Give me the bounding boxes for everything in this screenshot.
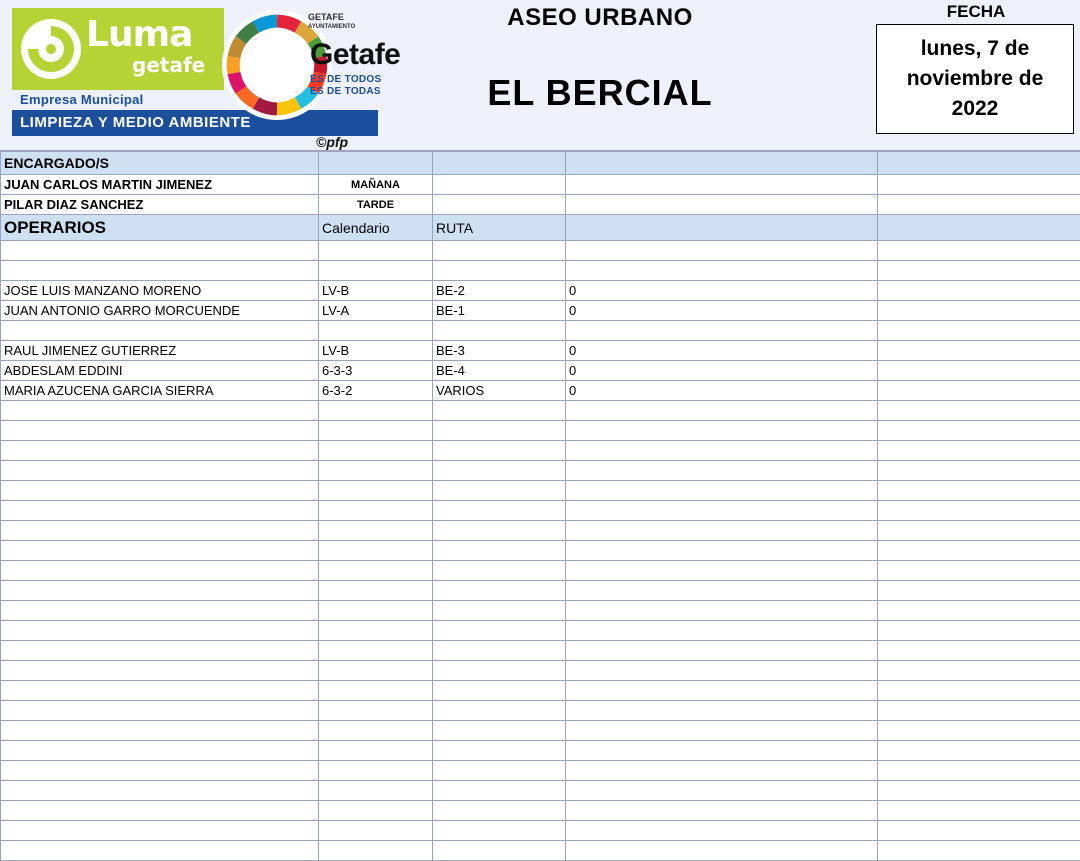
worker-ruta: BE-2 xyxy=(433,281,566,301)
table-row xyxy=(1,175,1080,195)
empty-cell xyxy=(566,701,878,721)
table-row xyxy=(1,461,1080,481)
worker-name: MARIA AZUCENA GARCIA SIERRA xyxy=(1,381,319,401)
empty-cell xyxy=(566,541,878,561)
empty-cell xyxy=(433,681,566,701)
empty-cell xyxy=(878,781,1080,801)
empty-cell xyxy=(566,401,878,421)
worker-ruta xyxy=(433,261,566,281)
getafe-shield-line1: GETAFE xyxy=(308,12,388,22)
empty-cell xyxy=(878,761,1080,781)
empty-cell xyxy=(433,421,566,441)
worker-name xyxy=(1,241,319,261)
empty-cell xyxy=(433,481,566,501)
empty-cell xyxy=(433,581,566,601)
empty-cell xyxy=(566,761,878,781)
empty-cell xyxy=(566,441,878,461)
worker-col4 xyxy=(878,321,1080,341)
worker-col4 xyxy=(878,241,1080,261)
worker-calendario: LV-B xyxy=(319,341,433,361)
table-row xyxy=(1,521,1080,541)
empty-cell xyxy=(433,701,566,721)
empty-cell xyxy=(1,601,319,621)
encargados-col4 xyxy=(878,152,1080,175)
empty-cell xyxy=(878,421,1080,441)
empty-cell xyxy=(319,481,433,501)
table-row xyxy=(1,801,1080,821)
supervisor-col2 xyxy=(433,175,566,195)
empty-cell xyxy=(566,681,878,701)
empty-cell xyxy=(566,421,878,441)
empty-cell xyxy=(1,741,319,761)
empty-cell xyxy=(319,841,433,861)
table-row xyxy=(1,501,1080,521)
empresa-municipal-label: Empresa Municipal xyxy=(20,92,144,107)
sdg-slogan-line1: ES DE TODOS xyxy=(310,74,381,86)
table-row xyxy=(1,341,1080,361)
table-body xyxy=(1,152,1080,401)
empty-cell xyxy=(566,521,878,541)
encargados-col2 xyxy=(433,152,566,175)
empty-cell xyxy=(878,561,1080,581)
empty-cell xyxy=(319,501,433,521)
table-row xyxy=(1,561,1080,581)
empty-cell xyxy=(878,441,1080,461)
table-row xyxy=(1,621,1080,641)
worker-calendario xyxy=(319,241,433,261)
supervisor-name: JUAN CARLOS MARTIN JIMENEZ xyxy=(1,175,319,195)
empty-cell xyxy=(566,621,878,641)
worker-calendario: LV-B xyxy=(319,281,433,301)
empty-cell xyxy=(319,701,433,721)
table-row xyxy=(1,721,1080,741)
empty-cell xyxy=(319,601,433,621)
empty-cell xyxy=(566,821,878,841)
empty-cell xyxy=(433,641,566,661)
empty-cell xyxy=(878,741,1080,761)
table-row xyxy=(1,441,1080,461)
worker-col4 xyxy=(878,261,1080,281)
encargados-col3 xyxy=(566,152,878,175)
empty-cell xyxy=(566,721,878,741)
empty-cell xyxy=(433,841,566,861)
empty-cell xyxy=(566,741,878,761)
operarios-col3 xyxy=(566,215,878,241)
empty-cell xyxy=(566,801,878,821)
table-row xyxy=(1,661,1080,681)
empty-cell xyxy=(319,581,433,601)
table-row xyxy=(1,195,1080,215)
empty-cell xyxy=(1,761,319,781)
empty-cell xyxy=(1,401,319,421)
empty-cell xyxy=(878,721,1080,741)
empty-cell xyxy=(1,541,319,561)
luma-logo xyxy=(12,8,224,90)
supervisor-name: PILAR DIAZ SANCHEZ xyxy=(1,195,319,215)
empty-cell xyxy=(319,561,433,581)
empty-cell xyxy=(319,421,433,441)
table-row xyxy=(1,681,1080,701)
table-row xyxy=(1,821,1080,841)
table-row xyxy=(1,761,1080,781)
worker-calendario xyxy=(319,321,433,341)
empty-cell xyxy=(319,541,433,561)
worker-name: ABDESLAM EDDINI xyxy=(1,361,319,381)
empty-cell xyxy=(433,441,566,461)
worker-col4 xyxy=(878,381,1080,401)
table-row xyxy=(1,261,1080,281)
worker-extra xyxy=(566,321,878,341)
operarios-col4 xyxy=(878,215,1080,241)
empty-cell xyxy=(433,661,566,681)
luma-subword: getafe xyxy=(132,54,205,76)
empty-cell xyxy=(433,721,566,741)
table-row xyxy=(1,741,1080,761)
supervisor-col2 xyxy=(433,195,566,215)
worker-col4 xyxy=(878,361,1080,381)
empty-cell xyxy=(319,821,433,841)
supervisor-shift: MAÑANA xyxy=(319,175,433,195)
empty-cell xyxy=(433,501,566,521)
worker-calendario xyxy=(319,261,433,281)
empty-cell xyxy=(878,701,1080,721)
limpieza-label: LIMPIEZA Y MEDIO AMBIENTE xyxy=(20,114,251,131)
getafe-shield-line2: AYUNTAMIENTO xyxy=(308,22,388,32)
date-value: lunes, 7 de noviembre de 2022 xyxy=(876,24,1074,134)
sdg-slogan xyxy=(310,74,381,98)
table-row-operarios-header xyxy=(1,215,1080,241)
empty-cell xyxy=(319,781,433,801)
empty-cell xyxy=(566,661,878,681)
worker-extra: 0 xyxy=(566,281,878,301)
getafe-shield-text xyxy=(308,12,388,36)
empty-cell xyxy=(1,481,319,501)
worker-col4 xyxy=(878,281,1080,301)
empty-cell xyxy=(433,761,566,781)
empty-cell xyxy=(878,801,1080,821)
empty-cell xyxy=(319,641,433,661)
table-row xyxy=(1,321,1080,341)
encargados-col1 xyxy=(319,152,433,175)
worker-name: JUAN ANTONIO GARRO MORCUENDE xyxy=(1,301,319,321)
empty-cell xyxy=(433,541,566,561)
table-row xyxy=(1,581,1080,601)
empty-cell xyxy=(566,481,878,501)
supervisor-col3 xyxy=(566,195,878,215)
empty-cell xyxy=(1,641,319,661)
empty-cell xyxy=(878,621,1080,641)
worker-extra xyxy=(566,241,878,261)
document-header xyxy=(0,0,1080,151)
empty-cell xyxy=(878,841,1080,861)
table-row xyxy=(1,601,1080,621)
empty-cell xyxy=(1,621,319,641)
empty-cell xyxy=(878,461,1080,481)
operarios-label: OPERARIOS xyxy=(1,215,319,241)
empty-cell xyxy=(566,501,878,521)
table-row xyxy=(1,841,1080,861)
sdg-slogan-line2: ES DE TODAS xyxy=(310,86,381,98)
table-row xyxy=(1,701,1080,721)
worker-calendario: 6-3-3 xyxy=(319,361,433,381)
supervisor-col4 xyxy=(878,175,1080,195)
empty-cell xyxy=(319,621,433,641)
luma-wordmark: Luma xyxy=(86,16,192,54)
supervisor-col4 xyxy=(878,195,1080,215)
table-row xyxy=(1,301,1080,321)
empty-cell xyxy=(319,681,433,701)
empty-cell xyxy=(1,581,319,601)
worker-ruta: BE-4 xyxy=(433,361,566,381)
empty-cell xyxy=(319,441,433,461)
empty-cell xyxy=(1,661,319,681)
logo-block xyxy=(6,8,386,140)
worker-extra: 0 xyxy=(566,361,878,381)
empty-cell xyxy=(433,521,566,541)
date-label: FECHA xyxy=(876,2,1076,22)
empty-cell xyxy=(1,781,319,801)
empty-cell xyxy=(878,401,1080,421)
empty-cell xyxy=(878,481,1080,501)
empty-cell xyxy=(433,821,566,841)
empty-cell xyxy=(319,401,433,421)
empty-cell xyxy=(878,581,1080,601)
empty-cell xyxy=(878,681,1080,701)
empty-cell xyxy=(1,821,319,841)
document-title: ASEO URBANO xyxy=(390,4,810,32)
empty-cell xyxy=(878,601,1080,621)
empty-cell xyxy=(566,781,878,801)
worker-extra: 0 xyxy=(566,301,878,321)
empty-cell xyxy=(566,561,878,581)
worker-extra xyxy=(566,261,878,281)
table-row-encargados-header xyxy=(1,152,1080,175)
zone-title: EL BERCIAL xyxy=(390,72,810,114)
worker-name xyxy=(1,321,319,341)
empty-cell xyxy=(319,661,433,681)
getafe-logo xyxy=(222,10,394,130)
empty-cell xyxy=(433,621,566,641)
empty-cell xyxy=(433,741,566,761)
worker-ruta: BE-1 xyxy=(433,301,566,321)
empty-cell xyxy=(1,441,319,461)
empty-cell xyxy=(566,841,878,861)
worker-ruta xyxy=(433,321,566,341)
empty-cell xyxy=(319,721,433,741)
column-header-calendario: Calendario xyxy=(319,215,433,241)
worker-col4 xyxy=(878,301,1080,321)
empty-cell xyxy=(1,721,319,741)
credit-label: ©pfp xyxy=(316,134,348,150)
worker-col4 xyxy=(878,341,1080,361)
table-row xyxy=(1,421,1080,441)
empty-cell xyxy=(1,561,319,581)
empty-cell xyxy=(433,561,566,581)
worker-extra: 0 xyxy=(566,341,878,361)
table-row xyxy=(1,381,1080,401)
supervisor-col3 xyxy=(566,175,878,195)
empty-cell xyxy=(878,641,1080,661)
empty-cell xyxy=(566,581,878,601)
empty-cell xyxy=(1,521,319,541)
empty-cell xyxy=(433,461,566,481)
table-row xyxy=(1,541,1080,561)
worker-calendario: LV-A xyxy=(319,301,433,321)
empty-cell xyxy=(319,761,433,781)
getafe-wordmark: Getafe xyxy=(310,38,400,72)
empty-cell xyxy=(1,801,319,821)
empty-cell xyxy=(319,801,433,821)
empty-cell xyxy=(1,681,319,701)
assignment-table xyxy=(0,151,1080,861)
empty-cell xyxy=(878,501,1080,521)
empty-cell xyxy=(433,601,566,621)
luma-swirl-icon xyxy=(20,18,82,80)
worker-name: JOSE LUIS MANZANO MORENO xyxy=(1,281,319,301)
encargados-label: ENCARGADO/S xyxy=(1,152,319,175)
empty-cell xyxy=(878,821,1080,841)
table-row xyxy=(1,481,1080,501)
table-row xyxy=(1,641,1080,661)
table-row xyxy=(1,281,1080,301)
blank-rows-body xyxy=(1,401,1080,861)
empty-cell xyxy=(1,841,319,861)
supervisor-shift: TARDE xyxy=(319,195,433,215)
empty-cell xyxy=(878,661,1080,681)
worker-ruta: VARIOS xyxy=(433,381,566,401)
empty-cell xyxy=(566,601,878,621)
worker-name: RAUL JIMENEZ GUTIERREZ xyxy=(1,341,319,361)
empty-cell xyxy=(1,701,319,721)
empty-cell xyxy=(1,461,319,481)
empty-cell xyxy=(319,521,433,541)
worker-name xyxy=(1,261,319,281)
worker-extra: 0 xyxy=(566,381,878,401)
empty-cell xyxy=(433,781,566,801)
empty-cell xyxy=(878,541,1080,561)
worker-calendario: 6-3-2 xyxy=(319,381,433,401)
empty-cell xyxy=(1,501,319,521)
empty-cell xyxy=(319,461,433,481)
worker-ruta xyxy=(433,241,566,261)
table-row xyxy=(1,401,1080,421)
empty-cell xyxy=(319,741,433,761)
empty-cell xyxy=(433,401,566,421)
table-row xyxy=(1,361,1080,381)
empty-cell xyxy=(878,521,1080,541)
table-row xyxy=(1,781,1080,801)
empty-cell xyxy=(1,421,319,441)
worker-ruta: BE-3 xyxy=(433,341,566,361)
empty-cell xyxy=(433,801,566,821)
empty-cell xyxy=(566,461,878,481)
empty-cell xyxy=(566,641,878,661)
table-row xyxy=(1,241,1080,261)
column-header-ruta: RUTA xyxy=(433,215,566,241)
